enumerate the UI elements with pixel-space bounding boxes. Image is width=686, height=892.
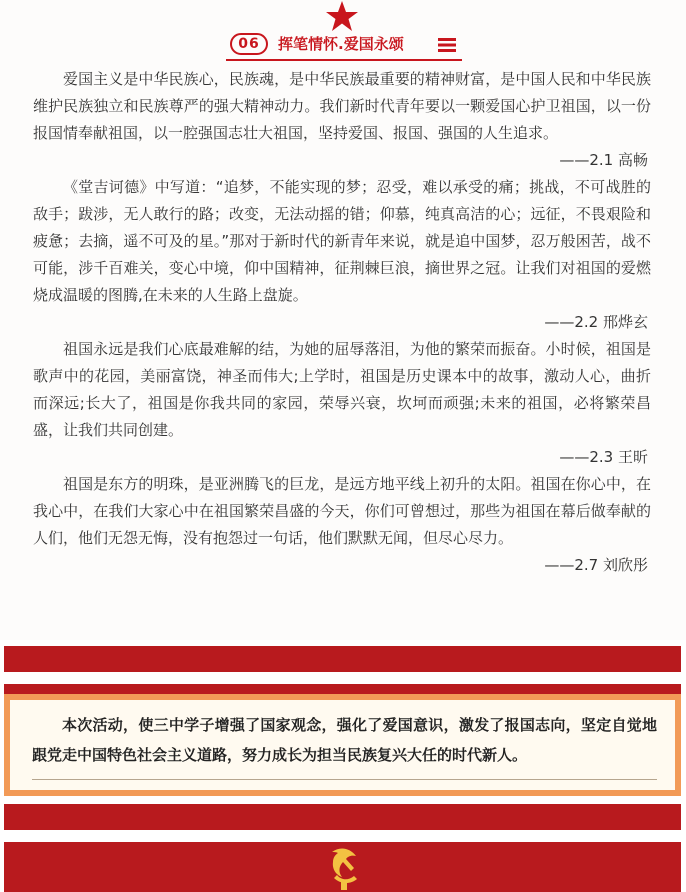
divider-band [4, 684, 681, 694]
summary-text: 本次活动，使三中学子增强了国家观念，强化了爱国意识，激发了报国志向，坚定自觉地跟党走中国特色社会主义道路，努力成长为担当民族复兴大任的时代新人。 [32, 716, 657, 764]
divider-band [4, 646, 681, 672]
summary-inner [10, 700, 675, 790]
summary-box [4, 694, 681, 796]
article-list [33, 66, 651, 579]
section-heading [226, 31, 462, 61]
star-icon [325, 0, 359, 32]
article-signature: ——2.2 邢烨玄 [544, 313, 648, 331]
section-title: 挥笔情怀.爱国永颂 [278, 35, 404, 53]
article-paragraph: 《堂吉诃德》中写道：“追梦，不能实现的梦；忍受，难以承受的痛；挑战，不可战胜的敌手；跋涉，无人敢行的路；改变，无法动摇的错；仰慕，纯真高洁的心；远征，不畏艰险和疲惫；去摘，遥不可及的星。”那对于新时代的新青年来说，就是追中国梦，忍万般困苦，战不可能，涉千百难关，变心中境，仰中国精神，征荆棘巨浪，摘世界之冠。让我们对祖国的爱燃烧成温暖的图腾,在未来的人生路上盘旋。 [33, 178, 651, 304]
menu-icon [438, 38, 456, 52]
article-paragraph: 爱国主义是中华民族心，民族魂，是中华民族最重要的精神财富，是中国人民和中华民族维护民族独立和民族尊严的强大精神动力。我们新时代青年要以一颗爱国心护卫祖国，以一份报国情奉献祖国，以一腔强国志壮大祖国，坚持爱国、报国、强国的人生追求。 [33, 70, 651, 142]
footer-band [4, 842, 681, 892]
section-header [0, 0, 686, 66]
divider-band [4, 804, 681, 830]
summary-rule [32, 779, 657, 780]
article-paragraph: 祖国永远是我们心底最难解的结，为她的屈辱落泪，为他的繁荣而振奋。小时候，祖国是歌声中的花园，美丽富饶，神圣而伟大;上学时，祖国是历史课本中的故事，激动人心，曲折而深远;长大了，祖国是你我共同的家园，荣辱兴衰，坎坷而顽强;未来的祖国，必将繁荣昌盛，让我们共同创建。 [33, 340, 651, 439]
article-signature: ——2.7 刘欣彤 [544, 556, 648, 574]
article-paragraph: 祖国是东方的明珠，是亚洲腾飞的巨龙，是远方地平线上初升的太阳。祖国在你心中，在我心中，在我们大家心中在祖国繁荣昌盛的今天，你们可曾想过，那些为祖国在幕后做奉献的人们，他们无怨无悔，没有抱怨过一句话，他们默默无闻，但尽心尽力。 [33, 475, 651, 547]
party-emblem-icon [326, 844, 362, 890]
article-signature: ——2.1 高畅 [559, 151, 648, 169]
article-signature: ——2.3 王昕 [559, 448, 648, 466]
section-number-badge: 06 [230, 33, 268, 55]
